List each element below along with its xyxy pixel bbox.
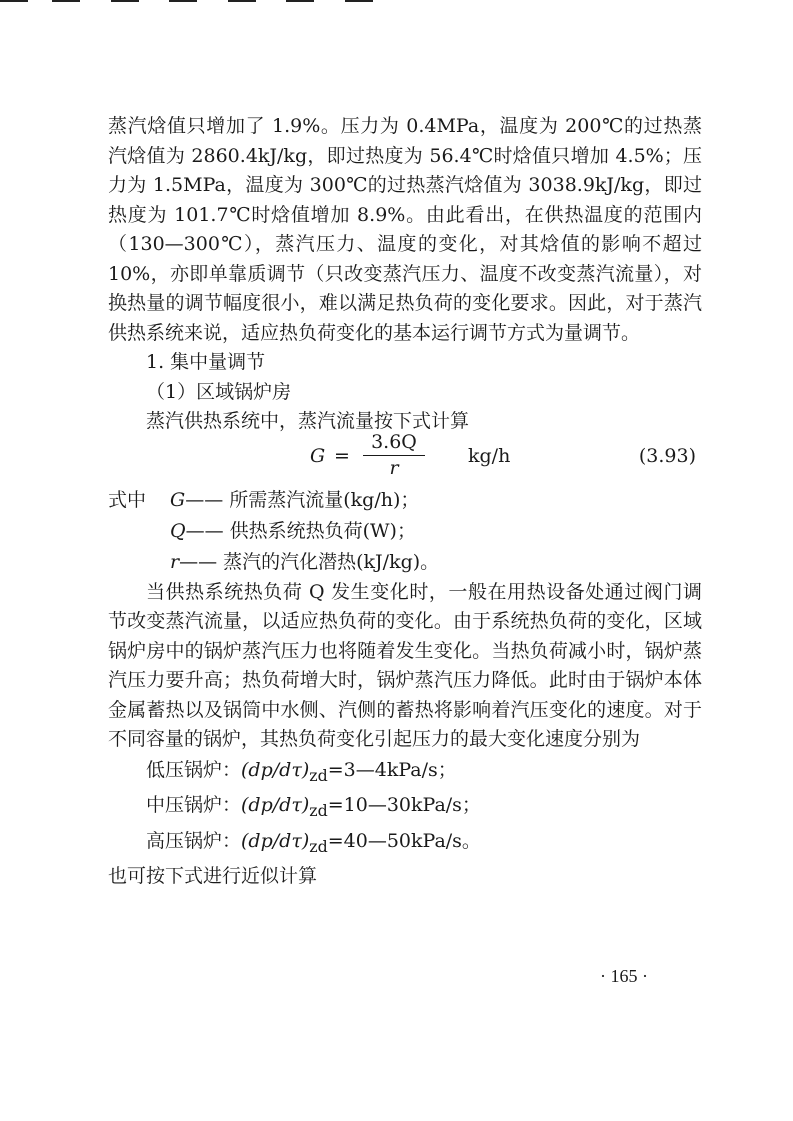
page-body [108,112,702,891]
paragraph-formula-intro: 蒸汽供热系统中，蒸汽流量按下式计算 [146,410,470,432]
page-number: · 165 · [600,966,648,986]
rate-label: 低压锅炉： [146,758,242,781]
definition-row [108,485,702,516]
definition-symbol: Q [170,519,186,542]
rate-label: 中压锅炉： [146,794,242,817]
paragraph-intro: 蒸汽焓值只增加了 1.9%。压力为 0.4MPa，温度为 200℃的过热蒸汽焓值为 2860.4kJ/kg，即过热度为 56.4℃时焓值只增加 4.5%；压力为 1.5MPa，温度为 300℃的过热蒸汽焓值为 3038.9kJ/kg，即过热度为 101.7℃时焓值增加 8.9%。由此看出，在供热温度的范围内（130—300℃），蒸汽压力、温度的变化，对其焓值的影响不超过 10%，亦即单靠质调节（只改变蒸汽压力、温度不改变蒸汽流量），对换热量的调节幅度很小，难以满足热负荷的变化要求。因此，对于蒸汽供热系统来说，适应热负荷变化的基本运行调节方式为量调节。 [108,115,702,344]
top-rule [345,0,373,2]
rate-expr: (dp/dτ) [241,830,310,853]
rate-expr: (dp/dτ) [241,758,310,781]
rate-label: 高压锅炉： [146,830,242,853]
section-heading: 1. 集中量调节 [146,351,266,373]
top-rule [169,0,197,2]
formula-3-93 [108,430,702,485]
rate-sub: zd [309,765,328,785]
rate-row [108,826,702,862]
formula-number: (3.93) [638,444,696,467]
rate-row [108,790,702,826]
top-rule [228,0,256,2]
definition-text: —— 所需蒸汽流量(kg/h)； [185,488,420,511]
definition-symbol: r [170,550,180,573]
paragraph-approx: 也可按下式进行近似计算 [108,864,318,887]
top-rule [286,0,314,2]
top-rule [111,0,139,2]
formula-denominator: r [389,456,399,479]
definition-text: —— 蒸汽的汽化潜热(kJ/kg)。 [179,550,440,573]
formula-eq: = [334,444,350,467]
definition-row [108,516,702,547]
top-rule [52,0,80,2]
formula-unit: kg/h [468,444,511,467]
rate-value: =3—4kPa/s； [327,758,457,781]
rate-value: =10—30kPa/s； [327,794,481,817]
formula-lhs: G [310,444,326,467]
definition-text: —— 供热系统热负荷(W)； [185,519,416,542]
definition-row [108,547,702,578]
rate-value: =40—50kPa/s。 [327,830,481,853]
rate-expr: (dp/dτ) [241,794,310,817]
top-rule [0,0,28,2]
rate-sub: zd [309,801,328,821]
formula-numerator: 3.6Q [363,429,425,456]
rate-sub: zd [309,836,328,856]
rate-row [108,755,702,791]
formula-fraction [363,429,425,480]
definition-label: 式中 [108,488,147,511]
subsection-heading: （1）区域锅炉房 [146,380,292,403]
paragraph-load-change: 当供热系统热负荷 Q 发生变化时，一般在用热设备处通过阀门调节改变蒸汽流量，以适应热负荷的变化。由于系统热负荷的变化，区域锅炉房中的锅炉蒸汽压力也将随着发生变化。当热负荷减小时，锅炉蒸汽压力要升高；热负荷增大时，锅炉蒸汽压力降低。此时由于锅炉本体金属蓄热以及锅筒中水侧、汽侧的蓄热将影响着汽压变化的速度。对于不同容量的锅炉，其热负荷变化引起压力的最大变化速度分别为 [108,580,702,750]
definition-symbol: G [170,488,186,511]
